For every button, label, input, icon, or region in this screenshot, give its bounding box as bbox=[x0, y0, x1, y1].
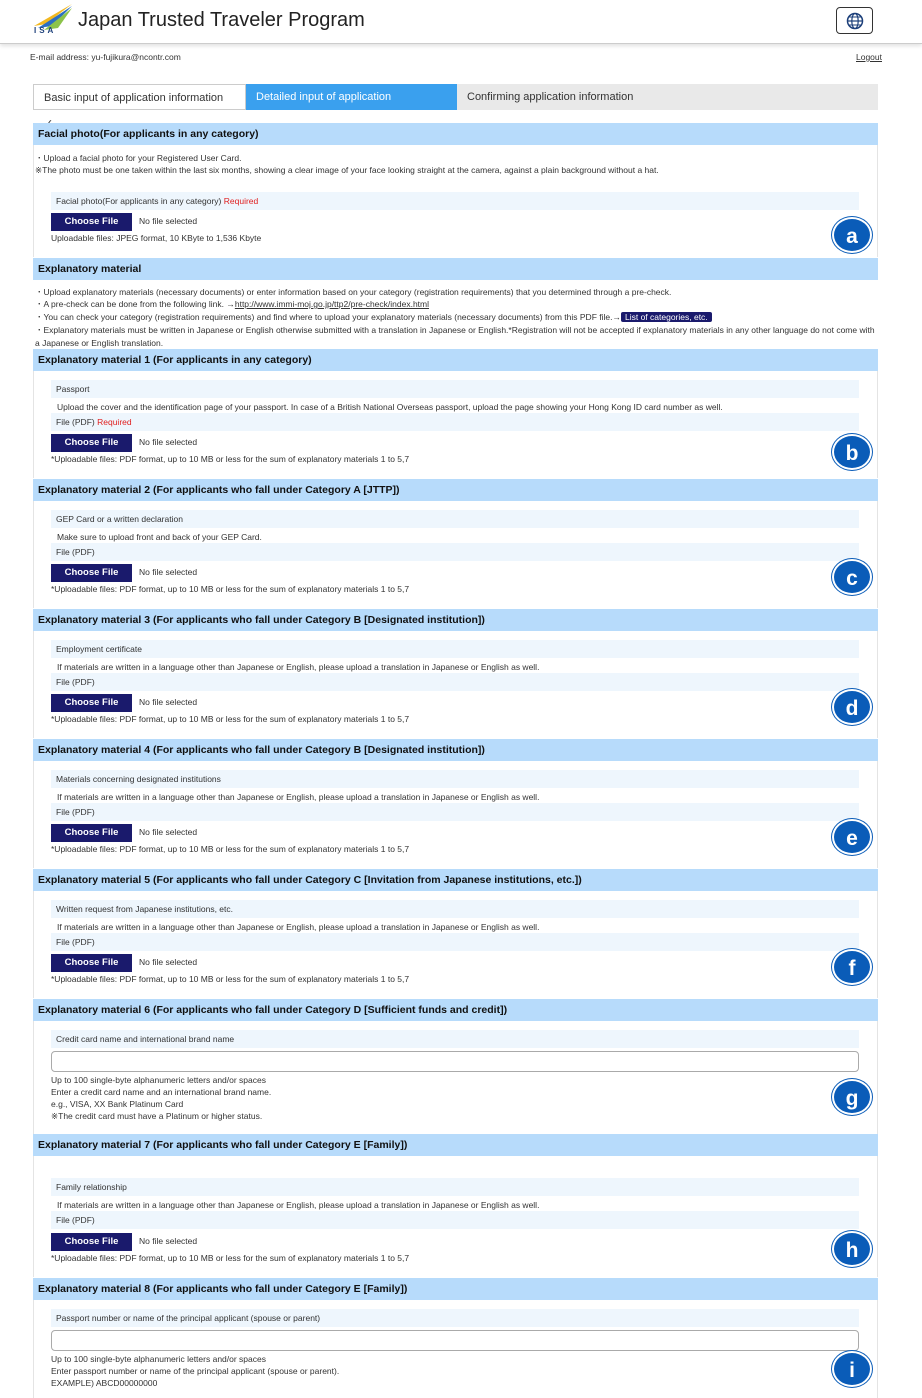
principal-applicant-input[interactable] bbox=[51, 1330, 859, 1351]
material-1-upload-info: *Uploadable files: PDF format, up to 10 MB or less for the sum of explanatory materials 1 to 5,7 bbox=[51, 454, 410, 464]
material-7-desc: If materials are written in a language other than Japanese or English, please upload a translation in Japanese or English as well. bbox=[57, 1200, 540, 1210]
email-address: E-mail address: yu-fujikura@ncontr.com bbox=[30, 52, 181, 62]
material-6-help-2: Enter a credit card name and an international brand name. bbox=[51, 1087, 272, 1097]
material-7-label: Family relationship bbox=[51, 1178, 859, 1196]
material-4-no-file: No file selected bbox=[139, 827, 198, 837]
callout-badge-b: b bbox=[832, 434, 872, 470]
material-5-label: Written request from Japanese institutions, etc. bbox=[51, 900, 859, 918]
callout-badge-a: a bbox=[832, 217, 872, 253]
app-header bbox=[0, 0, 922, 44]
material-8-help-3: EXAMPLE) ABCD00000000 bbox=[51, 1378, 158, 1388]
explanatory-note-4: ・Explanatory materials must be written in Japanese or English otherwise submitted with a translation in Japanese or English.*Registration will not be accepted if explanatory materials in any other language do not come with a Japanese or English translation. bbox=[35, 325, 875, 348]
callout-badge-f: f bbox=[832, 949, 872, 985]
material-8-help-2: Enter passport number or name of the principal applicant (spouse or parent). bbox=[51, 1366, 340, 1376]
material-2-upload-info: *Uploadable files: PDF format, up to 10 MB or less for the sum of explanatory materials 1 to 5,7 bbox=[51, 584, 410, 594]
facial-photo-label bbox=[51, 192, 859, 210]
material-1-label: Passport bbox=[51, 380, 859, 398]
explanatory-note-3 bbox=[35, 311, 875, 324]
explanatory-note-2 bbox=[35, 298, 875, 311]
categories-pdf-link[interactable]: List of categories, etc. bbox=[621, 312, 712, 322]
note-text: ・A pre-check can be done from the following link. → bbox=[35, 299, 235, 309]
material-7-upload-info: *Uploadable files: PDF format, up to 10 MB or less for the sum of explanatory materials 1 to 5,7 bbox=[51, 1253, 410, 1263]
callout-badge-c: c bbox=[832, 559, 872, 595]
material-6-help-4: ※The credit card must have a Platinum or higher status. bbox=[51, 1111, 263, 1121]
material-4-heading: Explanatory material 4 (For applicants who fall under Category B [Designated institution]) bbox=[33, 739, 878, 761]
material-3-no-file: No file selected bbox=[139, 697, 198, 707]
material-4-file-label: File (PDF) bbox=[51, 803, 859, 821]
field-label-text: File (PDF) bbox=[56, 417, 95, 427]
material-3-upload-info: *Uploadable files: PDF format, up to 10 MB or less for the sum of explanatory materials 1 to 5,7 bbox=[51, 714, 410, 724]
logo-text: ISA bbox=[34, 26, 57, 35]
material-1-file-label bbox=[51, 413, 859, 431]
material-7-choose-file-button[interactable]: Choose File bbox=[51, 1233, 132, 1251]
material-3-label: Employment certificate bbox=[51, 640, 859, 658]
explanatory-note-1: ・Upload explanatory materials (necessary documents) or enter information based on your category (registration requirements) that you determined through a pre-check. bbox=[35, 287, 672, 297]
facial-photo-heading: Facial photo(For applicants in any category) bbox=[33, 123, 878, 145]
material-8-help-1: Up to 100 single-byte alphanumeric letters and/or spaces bbox=[51, 1354, 266, 1364]
callout-badge-e: e bbox=[832, 819, 872, 855]
material-4-desc: If materials are written in a language other than Japanese or English, please upload a translation in Japanese or English as well. bbox=[57, 792, 540, 802]
material-5-choose-file-button[interactable]: Choose File bbox=[51, 954, 132, 972]
step-confirming: Confirming application information bbox=[467, 91, 634, 103]
material-3-desc: If materials are written in a language other than Japanese or English, please upload a translation in Japanese or English as well. bbox=[57, 662, 540, 672]
material-8-label: Passport number or name of the principal applicant (spouse or parent) bbox=[51, 1309, 859, 1327]
facial-note-2: ※The photo must be one taken within the last six months, showing a clear image of your face looking straight at the camera, against a plain background without a hat. bbox=[35, 165, 659, 175]
material-6-heading: Explanatory material 6 (For applicants who fall under Category D [Sufficient funds and credit]) bbox=[33, 999, 878, 1021]
material-1-desc: Upload the cover and the identification page of your passport. In case of a British National Overseas passport, upload the page showing your Hong Kong ID card number as well. bbox=[57, 402, 723, 412]
callout-badge-h: h bbox=[832, 1231, 872, 1267]
material-7-file-label: File (PDF) bbox=[51, 1211, 859, 1229]
material-2-no-file: No file selected bbox=[139, 567, 198, 577]
app-title: Japan Trusted Traveler Program bbox=[78, 9, 365, 31]
field-label-text: Facial photo(For applicants in any category) bbox=[56, 196, 222, 206]
facial-note-1: ・Upload a facial photo for your Registered User Card. bbox=[35, 153, 242, 163]
required-marker: Required bbox=[223, 196, 259, 206]
material-2-file-label: File (PDF) bbox=[51, 543, 859, 561]
material-7-no-file: No file selected bbox=[139, 1236, 198, 1246]
material-1-heading: Explanatory material 1 (For applicants in any category) bbox=[33, 349, 878, 371]
facial-choose-file-button[interactable]: Choose File bbox=[51, 213, 132, 231]
material-5-file-label: File (PDF) bbox=[51, 933, 859, 951]
material-3-heading: Explanatory material 3 (For applicants who fall under Category B [Designated institution]) bbox=[33, 609, 878, 631]
material-2-label: GEP Card or a written declaration bbox=[51, 510, 859, 528]
material-6-help-3: e.g., VISA, XX Bank Platinum Card bbox=[51, 1099, 184, 1109]
facial-upload-info: Uploadable files: JPEG format, 10 KByte to 1,536 Kbyte bbox=[51, 233, 262, 243]
material-3-choose-file-button[interactable]: Choose File bbox=[51, 694, 132, 712]
step-detailed-input: Detailed input of application bbox=[246, 84, 457, 110]
language-button[interactable] bbox=[836, 7, 873, 34]
material-6-label: Credit card name and international brand name bbox=[51, 1030, 859, 1048]
step-label: Basic input of application information bbox=[44, 92, 224, 104]
logout-link[interactable]: Logout bbox=[856, 52, 882, 62]
progress-steps bbox=[33, 84, 878, 110]
material-1-choose-file-button[interactable]: Choose File bbox=[51, 434, 132, 452]
material-5-heading: Explanatory material 5 (For applicants who fall under Category C [Invitation from Japanese institutions, etc.]) bbox=[33, 869, 878, 891]
material-2-choose-file-button[interactable]: Choose File bbox=[51, 564, 132, 582]
globe-icon bbox=[846, 12, 864, 30]
callout-badge-g: g bbox=[832, 1079, 872, 1115]
material-4-choose-file-button[interactable]: Choose File bbox=[51, 824, 132, 842]
material-2-desc: Make sure to upload front and back of your GEP Card. bbox=[57, 532, 262, 542]
explanatory-heading: Explanatory material bbox=[33, 258, 878, 280]
material-1-no-file: No file selected bbox=[139, 437, 198, 447]
step-basic-input bbox=[33, 84, 246, 110]
material-5-no-file: No file selected bbox=[139, 957, 198, 967]
credit-card-name-input[interactable] bbox=[51, 1051, 859, 1072]
material-4-label: Materials concerning designated institutions bbox=[51, 770, 859, 788]
facial-no-file: No file selected bbox=[139, 216, 198, 226]
pre-check-link[interactable]: http://www.immi-moj.go.jp/ttp2/pre-check/index.html bbox=[234, 299, 430, 309]
callout-badge-d: d bbox=[832, 689, 872, 725]
material-7-heading: Explanatory material 7 (For applicants who fall under Category E [Family]) bbox=[33, 1134, 878, 1156]
note-text: ・You can check your category (registration requirements) and find where to upload your explanatory materials (necessary documents) from this PDF file.→ bbox=[35, 312, 621, 322]
material-6-help-1: Up to 100 single-byte alphanumeric letters and/or spaces bbox=[51, 1075, 266, 1085]
material-4-upload-info: *Uploadable files: PDF format, up to 10 MB or less for the sum of explanatory materials 1 to 5,7 bbox=[51, 844, 410, 854]
callout-badge-i: i bbox=[832, 1351, 872, 1387]
material-3-file-label: File (PDF) bbox=[51, 673, 859, 691]
material-2-heading: Explanatory material 2 (For applicants who fall under Category A [JTTP]) bbox=[33, 479, 878, 501]
material-8-heading: Explanatory material 8 (For applicants who fall under Category E [Family]) bbox=[33, 1278, 878, 1300]
material-5-upload-info: *Uploadable files: PDF format, up to 10 MB or less for the sum of explanatory materials 1 to 5,7 bbox=[51, 974, 410, 984]
required-marker: Required bbox=[97, 417, 132, 427]
material-5-desc: If materials are written in a language other than Japanese or English, please upload a translation in Japanese or English as well. bbox=[57, 922, 540, 932]
